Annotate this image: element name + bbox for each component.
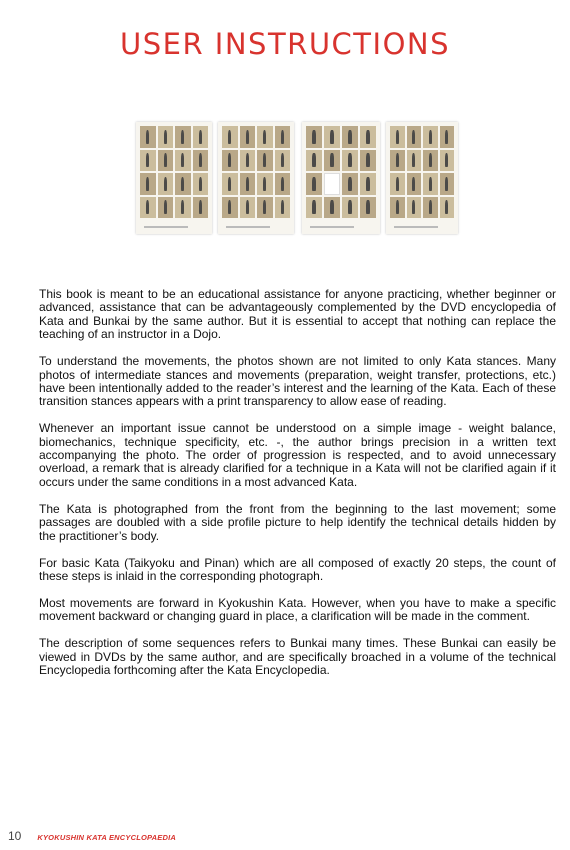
body-text xyxy=(39,288,556,691)
paragraph-6: Most movements are forward in Kyokushin Kata. However, when you have to make a specific movement backward or changing guard in place, a clarification will be made in the comment. xyxy=(39,595,556,624)
paragraph-2: To understand the movements, the photos shown are not limited to only Kata stances. Many photos of intermediate stances and movements (preparation, weight transfer, protections, etc.) have been intentionally added to the reader’s interest and the learning of the Kata. Each of these transition stances appears with a print transparency to allow ease of reading. xyxy=(39,354,556,409)
page-title: USER INSTRUCTIONS xyxy=(119,27,450,61)
page-footer xyxy=(8,829,176,843)
spread-image-4 xyxy=(386,122,458,234)
spread-image-1 xyxy=(136,122,212,234)
paragraph-5: For basic Kata (Taikyoku and Pinan) which are all composed of exactly 20 steps, the count of these steps is inlaid in the corresponding photograph. xyxy=(39,555,556,583)
paragraph-3: Whenever an important issue cannot be understood on a simple image - weight balance, biomechanics, technique specificity, etc. -, the author brings precision in a written text accompanying the photo. The order of progression is respected, and to avoid unnecessary overload, a remark that is already clarified for a technique in a Kata will not be clarified again if it occurs under the same conditions in a most advanced Kata. xyxy=(39,421,556,489)
spread-image-2 xyxy=(218,122,294,234)
paragraph-4: The Kata is photographed from the front from the beginning to the last movement; some passages are doubled with a side profile picture to help identify the technical details hidden by the practitioner’s body. xyxy=(39,501,556,543)
running-title: KYOKUSHIN KATA ENCYCLOPAEDIA xyxy=(37,833,177,842)
spread-image-3 xyxy=(302,122,380,234)
paragraph-7: The description of some sequences refers to Bunkai many times. These Bunkai can easily be viewed in DVDs by the same author, and are specifically broached in a volume of the technical Encyclopedia forthcoming after the Kata Encyclopedia. xyxy=(39,636,556,677)
page-number: 10 xyxy=(8,829,22,843)
paragraph-1: This book is meant to be an educational assistance for anyone practicing, whether beginner or advanced, assistance that can be advantageously complemented by the DVD encyclopedia of Kata and Bunkai by the same author. But it is essential to accept that nothing can replace the teaching of an instructor in a Dojo. xyxy=(39,287,556,342)
kata-spreads-illustration xyxy=(136,122,458,234)
